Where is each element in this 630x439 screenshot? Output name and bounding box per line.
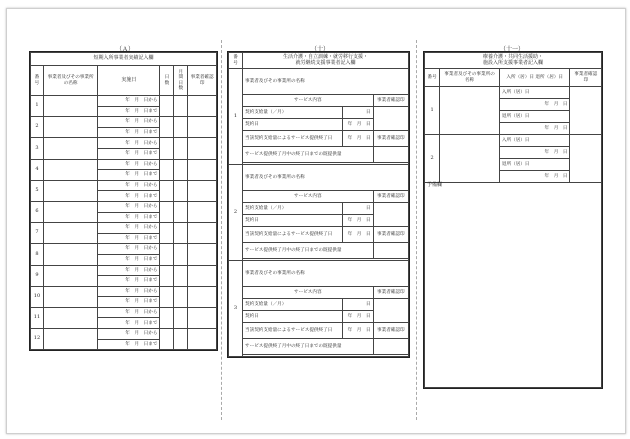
- panel-a-title: 短期入所事業者実績記入欄: [31, 53, 217, 66]
- c-entry-confirm: [570, 135, 602, 183]
- b-month-label: サービス提供終了月中の終了日までの既提供量: [243, 243, 374, 259]
- a-row-monthly: [174, 244, 188, 265]
- remarks-label: 予備欄: [427, 182, 443, 188]
- a-row-monthly: [174, 307, 188, 328]
- b-entry-row: [229, 69, 409, 95]
- a-row-name: [43, 159, 97, 180]
- remarks-cell: [425, 183, 602, 388]
- b-confirm-stamp-1: [373, 203, 408, 227]
- a-row-name: [43, 223, 97, 244]
- b-month-value: [373, 147, 408, 163]
- a-row-name: [43, 138, 97, 159]
- a-row: [31, 180, 217, 191]
- a-row-number: 1: [31, 96, 44, 117]
- a-row-number: 7: [31, 223, 44, 244]
- c-entry-number: 2: [425, 135, 440, 183]
- a-row-days: [160, 286, 174, 307]
- a-row-monthly: [174, 117, 188, 138]
- b-confirm-stamp-1: [373, 107, 408, 131]
- a-row-number: 3: [31, 138, 44, 159]
- b-amount-unit: 日: [343, 299, 373, 311]
- b-amount-label: 契約支給量（／月）: [243, 203, 343, 215]
- panel-c-label: （十一）: [499, 46, 524, 53]
- a-row-confirm: [188, 96, 217, 117]
- header-monthly: 月間日数: [174, 66, 188, 96]
- b-end-date-label: 当該契約支給量によるサービス提供終了日: [243, 323, 343, 339]
- c-header-confirm: 事業者確認印: [570, 69, 602, 87]
- c-entry-name: [440, 135, 500, 183]
- b-entry-row: [229, 355, 409, 357]
- a-row-confirm: [188, 223, 217, 244]
- panel-b-entries: [229, 69, 409, 357]
- c-admission-date: 年 月 日: [499, 147, 570, 159]
- a-row-end: 年 月 日まで: [98, 297, 160, 308]
- b-name-label: 事業者及びその事業所の名称: [243, 69, 409, 95]
- b-entry-row: [229, 227, 409, 243]
- b-month-label: サービス提供終了月中の終了日までの既提供量: [243, 147, 374, 163]
- b-confirm-label-2: 事業者確認印: [373, 323, 408, 339]
- a-row-confirm: [188, 117, 217, 138]
- a-row-end: 年 月 日まで: [98, 254, 160, 265]
- a-row-confirm: [188, 307, 217, 328]
- a-row-days: [160, 96, 174, 117]
- a-row-start: 年 月 日から: [98, 329, 160, 340]
- a-row-days: [160, 329, 174, 350]
- a-row-end: 年 月 日まで: [98, 191, 160, 202]
- fold-line-1: [221, 40, 222, 420]
- a-row-confirm: [188, 329, 217, 350]
- a-row-monthly: [174, 96, 188, 117]
- a-row-end: 年 月 日まで: [98, 148, 160, 159]
- a-row: [31, 265, 217, 276]
- a-row-confirm: [188, 265, 217, 286]
- b-end-date: 年 月 日: [343, 323, 373, 339]
- panel-a-rows: [31, 96, 217, 350]
- b-entry-row: [229, 299, 409, 311]
- b-entry-row: [229, 243, 409, 259]
- c-discharge-date: 年 月 日: [499, 123, 570, 135]
- panel-b-label: （十）: [310, 46, 329, 53]
- a-row-start: 年 月 日から: [98, 96, 160, 107]
- b-entry-number: 1: [229, 69, 243, 165]
- b-entry-row: [229, 287, 409, 299]
- c-discharge-label: 退所（居）日: [499, 159, 570, 171]
- a-row-number: 11: [31, 307, 44, 328]
- b-end-date: 年 月 日: [343, 131, 373, 147]
- b-entry-number: 2: [229, 165, 243, 261]
- b-confirm-stamp-1: [373, 299, 408, 323]
- b-entry-row: [229, 339, 409, 355]
- a-row-name: [43, 244, 97, 265]
- b-entry-row: [229, 203, 409, 215]
- b-contract-date: 年 月 日: [343, 311, 373, 323]
- c-discharge-label: 退所（居）日: [499, 111, 570, 123]
- b-contract-date-label: 契約日: [243, 119, 343, 131]
- a-row: [31, 223, 217, 234]
- a-row-confirm: [188, 244, 217, 265]
- b-confirm-label: 事業者確認印: [373, 287, 408, 299]
- b-contract-date: 年 月 日: [343, 119, 373, 131]
- b-name-label: 事業者及びその事業所の名称: [243, 165, 409, 191]
- a-row-end: 年 月 日まで: [98, 276, 160, 287]
- b-entry-row: [229, 107, 409, 119]
- a-row-monthly: [174, 265, 188, 286]
- header-number: 番号: [31, 66, 44, 96]
- a-row-name: [43, 180, 97, 201]
- b-spacer: [243, 355, 409, 357]
- a-row-number: 4: [31, 159, 44, 180]
- a-row-start: 年 月 日から: [98, 201, 160, 212]
- b-amount-label: 契約支給量（／月）: [243, 107, 343, 119]
- b-amount-unit: 日: [343, 203, 373, 215]
- a-row-name: [43, 117, 97, 138]
- a-row-start: 年 月 日から: [98, 159, 160, 170]
- a-row-monthly: [174, 329, 188, 350]
- b-entry-row: [229, 191, 409, 203]
- a-row: [31, 201, 217, 212]
- b-contract-date-label: 契約日: [243, 311, 343, 323]
- a-row-name: [43, 96, 97, 117]
- a-row-start: 年 月 日から: [98, 138, 160, 149]
- b-service-label: サービス内容: [243, 191, 374, 203]
- a-row-start: 年 月 日から: [98, 307, 160, 318]
- a-row-end: 年 月 日まで: [98, 233, 160, 244]
- b-end-date: 年 月 日: [343, 227, 373, 243]
- b-month-label: サービス提供終了月中の終了日までの既提供量: [243, 339, 374, 355]
- b-amount-label: 契約支給量（／月）: [243, 299, 343, 311]
- a-row: [31, 244, 217, 255]
- b-header-number: 番号: [229, 53, 243, 69]
- a-row-days: [160, 307, 174, 328]
- a-row-days: [160, 201, 174, 222]
- a-row-days: [160, 244, 174, 265]
- a-row-confirm: [188, 138, 217, 159]
- panel-b-title-line2: 就労継続支援事業者記入欄: [295, 59, 356, 66]
- a-row: [31, 307, 217, 318]
- a-row-monthly: [174, 223, 188, 244]
- panel-b-title-line1: 生活介護・自立訓練・就労移行支援・: [282, 53, 368, 60]
- b-entry-row: [229, 323, 409, 339]
- c-header-number: 番号: [425, 69, 440, 87]
- a-row: [31, 329, 217, 340]
- header-confirm: 事業者確認印: [188, 66, 217, 96]
- c-header-name: 事業者及びその事業所の名称: [440, 69, 500, 87]
- panel-b-title: [243, 53, 409, 69]
- a-row-name: [43, 307, 97, 328]
- a-row-days: [160, 117, 174, 138]
- a-row-days: [160, 159, 174, 180]
- a-row-number: 8: [31, 244, 44, 265]
- a-row-start: 年 月 日から: [98, 265, 160, 276]
- panel-a-label: （Ａ）: [115, 46, 134, 53]
- a-row-days: [160, 223, 174, 244]
- b-entry-row: [229, 261, 409, 287]
- a-row-number: 10: [31, 286, 44, 307]
- b-end-date-label: 当該契約支給量によるサービス提供終了日: [243, 131, 343, 147]
- b-entry-row: [229, 147, 409, 163]
- a-row-number: 5: [31, 180, 44, 201]
- b-entry-row: [229, 131, 409, 147]
- c-discharge-date: 年 月 日: [499, 171, 570, 183]
- b-entry-row: [229, 95, 409, 107]
- b-service-label: サービス内容: [243, 287, 374, 299]
- b-confirm-label: 事業者確認印: [373, 191, 408, 203]
- b-entry-number: 3: [229, 261, 243, 357]
- c-entry-row: [425, 87, 602, 99]
- c-entry-name: [440, 87, 500, 135]
- b-entry-row: [229, 165, 409, 191]
- c-admission-label: 入所（居）日: [499, 135, 570, 147]
- a-row-days: [160, 265, 174, 286]
- b-month-value: [373, 243, 408, 259]
- panel-c-title: [425, 53, 602, 69]
- panel-c-title-line1: 療養介護・共同生活援助・: [482, 53, 543, 60]
- a-row-end: 年 月 日まで: [98, 318, 160, 329]
- a-row-end: 年 月 日まで: [98, 170, 160, 181]
- a-row-monthly: [174, 180, 188, 201]
- a-row: [31, 117, 217, 128]
- b-amount-unit: 日: [343, 107, 373, 119]
- a-row-number: 2: [31, 117, 44, 138]
- panel-c-title-line2: 施設入所支援事業者記入欄: [482, 59, 543, 66]
- a-row-number: 12: [31, 329, 44, 350]
- c-entry-number: 1: [425, 87, 440, 135]
- a-row-start: 年 月 日から: [98, 180, 160, 191]
- a-row-confirm: [188, 286, 217, 307]
- a-row-monthly: [174, 201, 188, 222]
- b-confirm-label: 事業者確認印: [373, 95, 408, 107]
- c-admission-label: 入所（居）日: [499, 87, 570, 99]
- a-row-days: [160, 180, 174, 201]
- b-month-value: [373, 339, 408, 355]
- b-end-date-label: 当該契約支給量によるサービス提供終了日: [243, 227, 343, 243]
- c-admission-date: 年 月 日: [499, 99, 570, 111]
- a-row-start: 年 月 日から: [98, 244, 160, 255]
- b-confirm-label-2: 事業者確認印: [373, 227, 408, 243]
- b-contract-date: 年 月 日: [343, 215, 373, 227]
- header-days: 日数: [160, 66, 174, 96]
- c-entry-confirm: [570, 87, 602, 135]
- b-contract-date-label: 契約日: [243, 215, 343, 227]
- a-row-start: 年 月 日から: [98, 223, 160, 234]
- a-row-end: 年 月 日まで: [98, 212, 160, 223]
- b-confirm-label-2: 事業者確認印: [373, 131, 408, 147]
- a-row-confirm: [188, 180, 217, 201]
- panel-a-table: [30, 52, 217, 350]
- c-header-dates: 入所（居）日 退所（居）日: [499, 69, 570, 87]
- a-row: [31, 138, 217, 149]
- a-row-end: 年 月 日まで: [98, 106, 160, 117]
- a-row-confirm: [188, 159, 217, 180]
- a-row: [31, 159, 217, 170]
- panel-b-table: [228, 52, 409, 357]
- c-entry-row: [425, 135, 602, 147]
- a-row-monthly: [174, 138, 188, 159]
- a-row-name: [43, 286, 97, 307]
- a-row-start: 年 月 日から: [98, 117, 160, 128]
- a-row-confirm: [188, 201, 217, 222]
- b-service-label: サービス内容: [243, 95, 374, 107]
- a-row-end: 年 月 日まで: [98, 127, 160, 138]
- a-row-monthly: [174, 159, 188, 180]
- panel-c-entries: [425, 87, 602, 183]
- header-name: 事業者及びその事業所の名称: [43, 66, 97, 96]
- a-row-name: [43, 265, 97, 286]
- panel-c-table: [424, 52, 602, 388]
- a-row-name: [43, 201, 97, 222]
- a-row-end: 年 月 日まで: [98, 339, 160, 350]
- a-row-number: 6: [31, 201, 44, 222]
- a-row-start: 年 月 日から: [98, 286, 160, 297]
- a-row-monthly: [174, 286, 188, 307]
- a-row-days: [160, 138, 174, 159]
- b-name-label: 事業者及びその事業所の名称: [243, 261, 409, 287]
- a-row: [31, 286, 217, 297]
- fold-line-2: [416, 40, 417, 420]
- a-row-number: 9: [31, 265, 44, 286]
- a-row-name: [43, 329, 97, 350]
- a-row: [31, 96, 217, 107]
- header-dates: 実施日: [98, 66, 160, 96]
